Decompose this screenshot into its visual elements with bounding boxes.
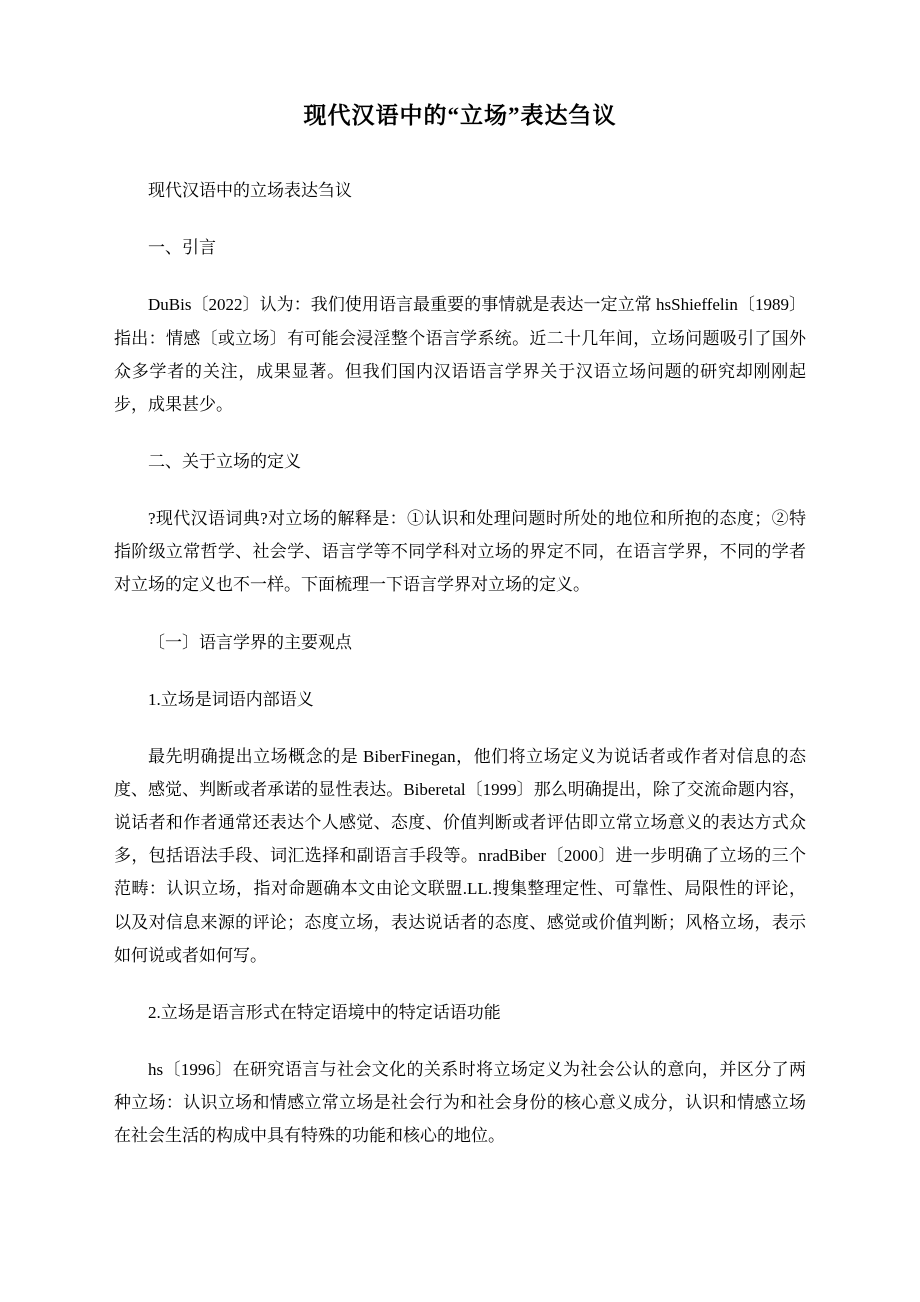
paragraph-dictionary-definition: ?现代汉语词典?对立场的解释是：①认识和处理问题时所处的地位和所抱的态度；②特指阶级立常哲学、社会学、语言学等不同学科对立场的界定不同，在语言学界，不同的学者对立场的定义也不一样。下面梳理一下语言学界对立场的定义。 (114, 509, 806, 595)
paragraph-hs-1996: hs〔1996〕在研究语言与社会文化的关系时将立场定义为社会公认的意向，并区分了两种立场：认识立场和情感立常立场是社会行为和社会身份的核心意义成分，认识和情感立场在社会生活的构成中具有特殊的功能和核心的地位。 (114, 1060, 806, 1146)
section-heading-definition: 二、关于立场的定义 (148, 452, 301, 472)
paragraph-biber-finegan: 最先明确提出立场概念的是 BiberFinegan，他们将立场定义为说话者或作者对信息的态度、感觉、判断或者承诺的显性表达。Biberetal〔1999〕那么明确提出，除了交流命题内容，说话者和作者通常还表达个人感觉、态度、价值判断或者评估即立常立场意义的表达方式众多，包括语法手段、词汇选择和副语言手段等。nradBiber〔2000〕进一步明确了立场的三个范畴：认识立场，指对命题确本文由论文联盟.LL.搜集整理定性、可靠性、局限性的评论，以及对信息来源的评论；态度立场，表达说话者的态度、感觉或价值判断；风格立场，表示如何说或者如何写。 (114, 746, 806, 965)
subsection-heading-linguistics-views: 〔一〕语言学界的主要观点 (148, 632, 352, 652)
document-title: 现代汉语中的“立场”表达刍议 (303, 103, 617, 128)
paragraph-subtitle: 现代汉语中的立场表达刍议 (148, 181, 352, 201)
section-heading-introduction: 一、引言 (148, 238, 216, 258)
point-heading-discourse-function: 2.立场是语言形式在特定语境中的特定话语功能 (148, 1002, 501, 1022)
paragraph-introduction-body: DuBis〔2022〕认为：我们使用语言最重要的事情就是表达一定立常 hsShieffelin〔1989〕指出：情感〔或立场〕有可能会浸淫整个语言学系统。近二十几年间，立场问题吸引了国外众多学者的关注，成果显著。但我们国内汉语语言学界关于汉语立场问题的研究却刚刚起步，成果甚少。 (114, 295, 806, 414)
point-heading-lexical-semantics: 1.立场是词语内部语义 (148, 689, 314, 709)
